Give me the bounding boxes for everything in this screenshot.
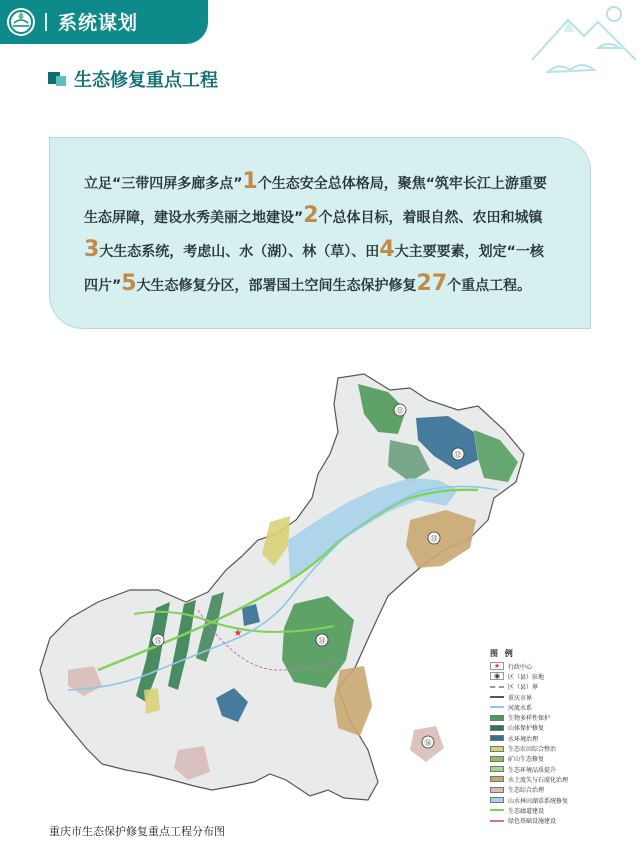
project-label-4 — [316, 634, 328, 646]
header-title: 系统谋划 — [58, 12, 139, 34]
legend-title: 图 例 — [490, 649, 515, 658]
legend-item — [490, 764, 568, 774]
legend-label: 河流水系 — [508, 704, 533, 712]
legend-item — [490, 661, 568, 671]
legend-label: 区（县）驻地 — [508, 673, 545, 681]
svg-text:⑫: ⑫ — [454, 451, 462, 459]
svg-text:⑪: ⑪ — [396, 407, 404, 415]
legend-swatch — [490, 686, 504, 688]
legend-item — [490, 805, 568, 815]
legend-item — [490, 815, 568, 825]
project-label-3 — [428, 532, 440, 544]
legend-list — [490, 661, 568, 826]
legend-swatch — [490, 746, 504, 752]
legend-item — [490, 682, 568, 692]
legend-swatch: ★ — [490, 662, 504, 670]
legend-swatch — [490, 797, 504, 803]
legend-item — [490, 733, 568, 743]
legend-item — [490, 754, 568, 764]
legend-swatch — [490, 725, 504, 731]
legend-label: 重庆市界 — [508, 694, 533, 702]
legend-label: 水土流失与石漠化治理 — [508, 776, 569, 784]
section-title: 生态修复重点工程 — [74, 70, 218, 91]
section-marker-icon — [46, 70, 68, 88]
legend-label: 矿山生态修复 — [508, 756, 545, 764]
legend-swatch — [490, 820, 504, 822]
legend-swatch — [490, 809, 504, 811]
admin-center-star: ★ — [233, 628, 243, 639]
legend-item — [490, 671, 568, 681]
number-2: 2 — [303, 203, 319, 228]
svg-text:⑬: ⑬ — [430, 535, 438, 543]
legend-label: 区（县）界 — [508, 684, 539, 692]
project-label-6 — [422, 736, 434, 748]
project-label-5 — [152, 634, 164, 646]
legend-swatch — [490, 787, 504, 793]
summary-text: 立足“三带四屏多廊多点”1个生态安全总体格局，聚焦“筑牢长江上游重要生态屏障，建设水秀美丽之地建设”2个总体目标，着眼自然、农田和城镇3大生态系统，考虑山、水（湖）、林（草）、田4大主要要素，划定“一核四片”5大生态修复分区，部署国土空间生态保护修复27个重点工程。 — [84, 169, 547, 296]
legend-item — [490, 795, 568, 805]
legend-item — [490, 723, 568, 733]
zone-soil-east — [406, 510, 476, 568]
zone-farmland-sw — [144, 688, 160, 714]
svg-text:⑯: ⑯ — [424, 739, 432, 747]
legend-label: 山体保护修复 — [508, 725, 545, 733]
legend-swatch — [490, 715, 504, 721]
number-27: 27 — [416, 271, 448, 296]
legend-label: 生态环境品质提升 — [508, 766, 557, 774]
svg-text:⑮: ⑮ — [154, 637, 162, 645]
project-label-1 — [394, 404, 406, 416]
legend-swatch — [490, 766, 504, 772]
legend-swatch — [490, 696, 504, 698]
legend-label: 生物多样性保护 — [508, 715, 551, 723]
legend-item — [490, 712, 568, 722]
header-separator — [45, 13, 47, 31]
project-label-2 — [452, 448, 464, 460]
globe-leaf-icon — [7, 8, 35, 36]
number-3: 3 — [84, 237, 100, 262]
legend-item — [490, 743, 568, 753]
legend-label: 生态农田综合整治 — [508, 746, 557, 754]
number-5: 5 — [121, 271, 137, 296]
zone-soil-center — [334, 666, 372, 736]
mountain-cloud-decoration — [528, 2, 640, 78]
legend-swatch: ◉ — [490, 672, 504, 680]
legend-item — [490, 785, 568, 795]
map-caption: 重庆市生态保护修复重点工程分布图 — [49, 825, 225, 838]
legend-item — [490, 702, 568, 712]
legend-swatch — [490, 735, 504, 741]
svg-text:⑭: ⑭ — [318, 637, 326, 645]
legend-swatch — [490, 706, 504, 708]
legend-label: 行政中心 — [508, 663, 533, 671]
legend-label: 山水林田湖草系统修复 — [508, 797, 569, 805]
legend-label: 生态廊道建设 — [508, 807, 545, 815]
legend-label: 绿色基础设施建设 — [508, 818, 557, 826]
number-4: 4 — [379, 237, 395, 262]
legend-item — [490, 692, 568, 702]
legend-item — [490, 774, 568, 784]
legend-label: 生态综合治理 — [508, 787, 545, 795]
number-1: 1 — [242, 169, 258, 194]
legend-swatch — [490, 776, 504, 782]
legend-swatch — [490, 756, 504, 762]
legend-label: 水环境治理 — [508, 735, 539, 743]
